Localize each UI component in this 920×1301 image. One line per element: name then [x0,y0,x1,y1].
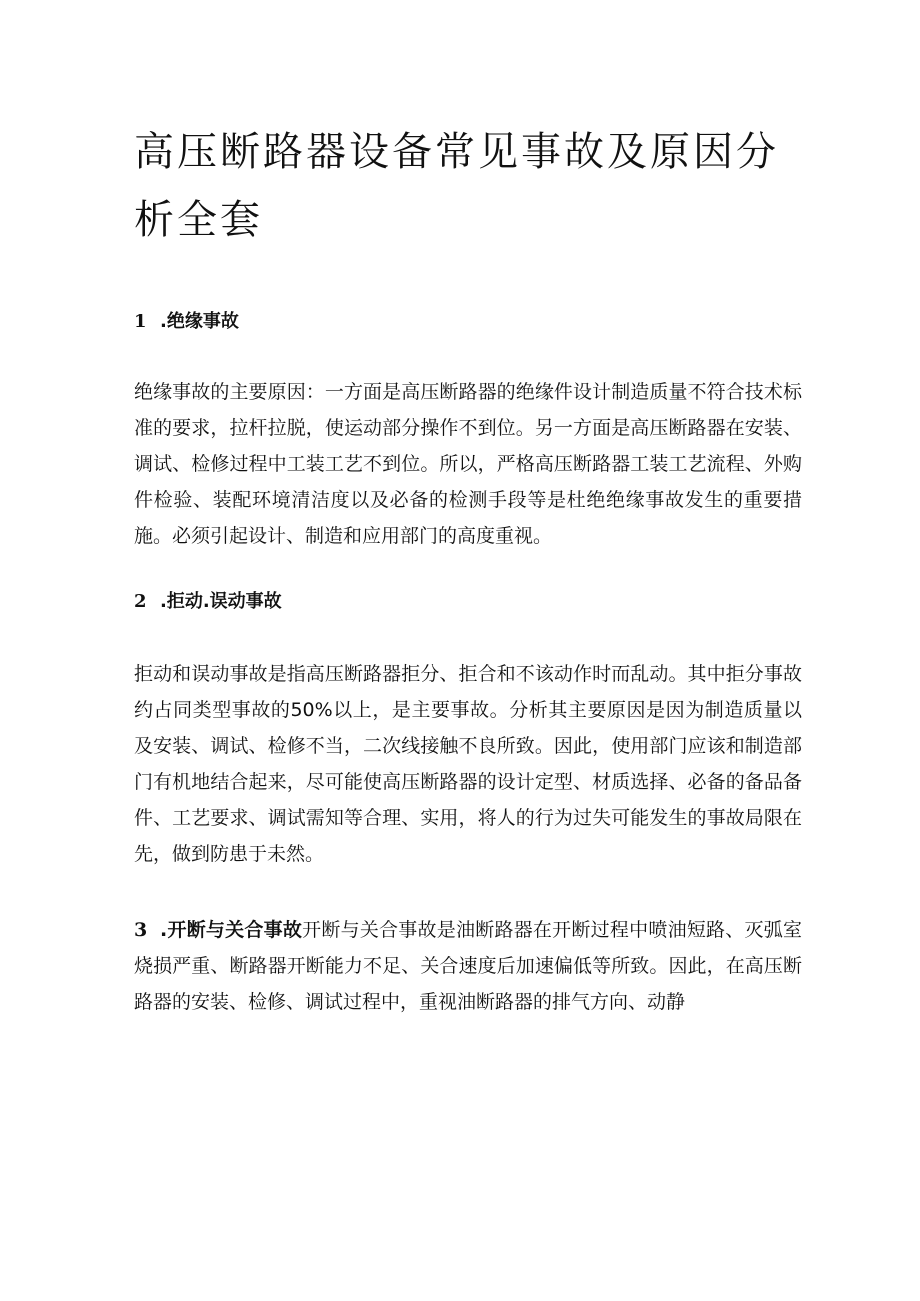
section-heading-text: .绝缘事故 [160,311,239,332]
section-paragraph-breaking-closing [134,912,802,1020]
section-body-insulation: 绝缘事故的主要原因：一方面是高压断路器的绝缘件设计制造质量不符合技术标准的要求，拉杆拉脱，使运动部分操作不到位。另一方面是高压断路器在安装、调试、检修过程中工装工艺不到位。所以，严格高压断路器工装工艺流程、外购件检验、装配环境清洁度以及必备的检测手段等是杜绝绝缘事故发生的重要措施。必须引起设计、制造和应用部门的高度重视。 [134,381,802,547]
section-number: 1 [134,311,147,332]
section-heading-breaking-closing [134,919,302,941]
section-body-misoperation: 拒动和误动事故是指高压断路器拒分、拒合和不该动作时而乱动。其中拒分事故约占同类型事故的50%以上，是主要事故。分析其主要原因是因为制造质量以及安装、调试、检修不当，二次线接触不良所致。因此，使用部门应该和制造部门有机地结合起来，尽可能使高压断路器的设计定型、材质选择、必备的备品备件、工艺要求、调试需知等合理、实用，将人的行为过失可能发生的事故局限在先，做到防患于未然。 [134,663,802,865]
section-number: 3 [134,919,148,941]
document-title: 高压断路器设备常见事故及原因分析全套 [134,129,779,243]
section-body-breaking-closing: 开断与关合事故是油断路器在开断过程中喷油短路、灭弧室烧损严重、断路器开断能力不足、关合速度后加速偏低等所致。因此，在高压断路器的安装、检修、调试过程中，重视油断路器的排气方向、动静 [134,919,802,1013]
section-heading-text: .开断与关合事故 [160,919,303,941]
section-number: 2 [134,591,147,612]
section-heading-insulation [134,308,802,336]
section-heading-text: .拒动.误动事故 [160,591,282,612]
section-heading-misoperation [134,588,802,616]
